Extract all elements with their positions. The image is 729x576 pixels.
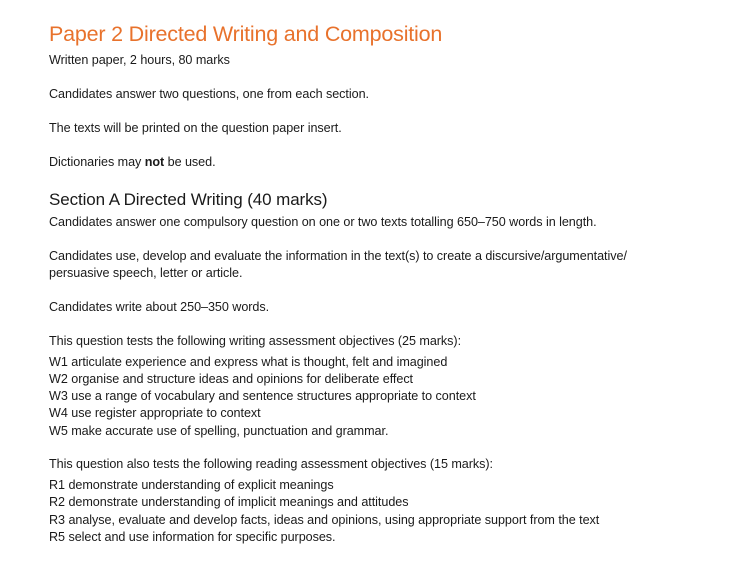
list-item: W2 organise and structure ideas and opinions for deliberate effect bbox=[49, 371, 414, 386]
list-item: W1 articulate experience and express what is thought, felt and imagined bbox=[49, 354, 448, 369]
list-item: W5 make accurate use of spelling, punctuation and grammar. bbox=[49, 423, 389, 438]
reading-objectives-intro: This question also tests the following reading assessment objectives (15 marks): bbox=[49, 457, 493, 472]
dictionaries-note-start: Dictionaries may bbox=[49, 155, 145, 169]
writing-objectives-list bbox=[49, 354, 719, 440]
paragraph-line: Candidates use, develop and evaluate the information in the text(s) to create a discursive/argumentative/ bbox=[49, 248, 627, 263]
list-item: W4 use register appropriate to context bbox=[49, 406, 261, 421]
section-a-paragraph-3: Candidates write about 250–350 words. bbox=[49, 300, 270, 314]
section-a-paragraph-2 bbox=[49, 248, 719, 283]
paragraph-line: persuasive speech, letter or article. bbox=[49, 266, 243, 280]
dictionaries-note bbox=[49, 154, 719, 172]
page-title: Paper 2 Directed Writing and Composition bbox=[49, 22, 443, 46]
writing-objectives-intro: This question tests the following writing assessment objectives (25 marks): bbox=[49, 334, 462, 348]
document-page bbox=[49, 20, 719, 546]
list-item: W3 use a range of vocabulary and sentence structures appropriate to context bbox=[49, 389, 476, 404]
section-a-heading: Section A Directed Writing (40 marks) bbox=[49, 189, 328, 209]
reading-objectives-list bbox=[49, 477, 719, 546]
dictionaries-note-emphasis: not bbox=[144, 155, 165, 169]
section-a-paragraph-1: Candidates answer one compulsory question on one or two texts totalling 650–750 words in length. bbox=[49, 214, 597, 229]
intro-paragraph-2: The texts will be printed on the question paper insert. bbox=[49, 121, 342, 135]
intro-paragraph-1: Candidates answer two questions, one from each section. bbox=[49, 87, 369, 101]
paper-subtitle: Written paper, 2 hours, 80 marks bbox=[49, 53, 230, 67]
list-item: R1 demonstrate understanding of explicit meanings bbox=[49, 477, 334, 492]
dictionaries-note-end: be used. bbox=[164, 155, 216, 169]
list-item: R3 analyse, evaluate and develop facts, ideas and opinions, using appropriate support from the text bbox=[49, 512, 600, 527]
list-item: R2 demonstrate understanding of implicit meanings and attitudes bbox=[49, 495, 409, 510]
list-item: R5 select and use information for specific purposes. bbox=[49, 529, 336, 544]
